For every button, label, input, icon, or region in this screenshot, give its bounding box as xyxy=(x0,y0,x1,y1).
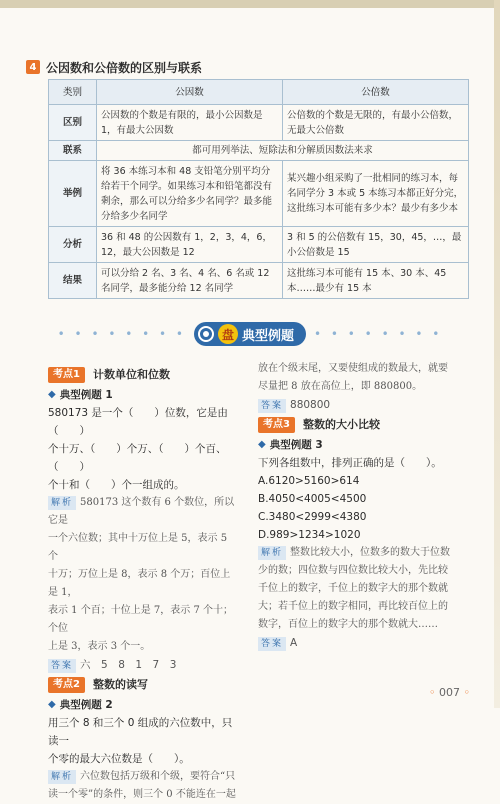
comparison-table xyxy=(48,79,469,299)
answer-text: 880800 xyxy=(290,399,331,411)
question-text xyxy=(48,404,238,494)
question-text xyxy=(48,714,238,768)
topic-tag: 考点1 xyxy=(48,367,85,383)
table-cell: 将 36 本练习本和 48 支铅笔分别平均分给若干个同学。如果练习本和铅笔都没有剩余，那么可以分给多少名同学？最多能分给多少名同学 xyxy=(97,161,283,227)
page-number-text: 007 xyxy=(439,686,460,699)
question-text: 下列各组数中，排列正确的是（ ）。 xyxy=(258,457,442,469)
solution-line: 六位数包括万级和个级，要符合“只 xyxy=(80,771,236,782)
example-title xyxy=(258,436,472,454)
row-label: 分析 xyxy=(49,227,97,263)
table-row xyxy=(49,263,469,299)
left-column xyxy=(48,364,238,804)
topic-title: 整数的读写 xyxy=(92,678,148,691)
target-icon xyxy=(198,326,214,342)
question-line: 个十万、（ ）个万、（ ）个百、（ ） xyxy=(48,443,227,473)
question-line: 用三个 8 和三个 0 组成的六位数中，只读一 xyxy=(48,717,233,747)
solution-tag: 解析 xyxy=(48,496,76,510)
topic-heading xyxy=(48,366,238,384)
question-line: 580173 是一个（ ）位数，它是由（ ） xyxy=(48,407,228,437)
table-cell: 公倍数的个数是无限的，有最小公倍数，无最大公倍数 xyxy=(283,105,469,141)
solution-line: 读一个零”的条件，则三个 0 不能连在一起 xyxy=(48,789,236,800)
option-d: D.989>1234>1020 xyxy=(258,529,361,541)
banner-dots-left: • • • • • • • • xyxy=(57,327,186,341)
row-label: 区别 xyxy=(49,105,97,141)
table-row xyxy=(49,161,469,227)
table-header-row xyxy=(49,80,469,105)
topic-heading xyxy=(48,676,238,694)
answer-tag: 答案 xyxy=(258,637,286,651)
solution-tag: 解析 xyxy=(258,546,286,560)
solution-tag: 解析 xyxy=(48,770,76,784)
example-title-text: 典型例题 3 xyxy=(269,439,323,451)
banner-dots-right: • • • • • • • • xyxy=(314,327,443,341)
section-banner xyxy=(0,320,500,348)
answer-text: A xyxy=(290,637,298,649)
answer-text: 六 5 8 1 7 3 xyxy=(80,659,177,671)
example-title-text: 典型例题 2 xyxy=(59,699,113,711)
solution-line: 千位上的数字，千位上的数字大的那个数就 xyxy=(258,583,448,594)
table-cell: 36 和 48 的公因数有 1，2，3，4，6，12，最大公因数是 12 xyxy=(97,227,283,263)
solution-continued xyxy=(258,360,472,396)
option-list xyxy=(258,472,472,544)
banner-badge: 盘 xyxy=(218,324,238,344)
page-edge xyxy=(494,0,500,708)
page-number: ◦ 007 ◦ xyxy=(429,686,470,699)
row-label: 结果 xyxy=(49,263,97,299)
topic-heading xyxy=(258,416,472,434)
topic-title: 整数的大小比较 xyxy=(302,418,380,431)
solution-line: 少的数；四位数与四位数比较大小，先比较 xyxy=(258,565,448,576)
topic-title: 计数单位和位数 xyxy=(92,368,170,381)
answer-tag: 答案 xyxy=(258,399,286,413)
option-b: B.4050<4005<4500 xyxy=(258,493,367,505)
answer-line xyxy=(258,396,472,414)
question-line: 个十和（ ）个一组成的。 xyxy=(48,479,185,491)
topic-tag: 考点3 xyxy=(258,417,295,433)
example-title-text: 典型例题 1 xyxy=(59,389,113,401)
section-heading xyxy=(26,58,202,76)
example-title xyxy=(48,386,238,404)
solution-line: 580173 这个数有 6 个数位，所以它是 xyxy=(48,497,235,526)
table-cell: 这批练习本可能有 15 本、30 本、45 本……最少有 15 本 xyxy=(283,263,469,299)
top-strip xyxy=(0,0,500,8)
question-line: 个零的最大六位数是（ ）。 xyxy=(48,753,190,765)
table-cell: 某兴趣小组采购了一批相同的练习本，每名同学分 3 本或 5 本练习本都正好分完，这批练习本可能有多少本？最少有多少本 xyxy=(283,161,469,227)
right-column xyxy=(258,360,472,652)
table-header-cell: 公因数 xyxy=(97,80,283,105)
row-label: 联系 xyxy=(49,141,97,161)
table-row xyxy=(49,141,469,161)
solution-line: 一个六位数；其中十万位上是 5，表示 5 个 xyxy=(48,533,228,562)
banner-pill xyxy=(194,322,306,346)
topic-tag: 考点2 xyxy=(48,677,85,693)
table-row xyxy=(49,105,469,141)
section-number: 4 xyxy=(26,60,40,74)
example-title xyxy=(48,696,238,714)
table-row xyxy=(49,227,469,263)
option-a: A.6120>5160>614 xyxy=(258,475,360,487)
table-cell: 都可用列举法、短除法和分解质因数法来求 xyxy=(97,141,469,161)
diamond-icon: ◆ xyxy=(258,439,266,450)
solution-text xyxy=(48,494,238,656)
table-header-cell: 公倍数 xyxy=(283,80,469,105)
solution-line: 表示 1 个百；十位上是 7，表示 7 个十；个位 xyxy=(48,605,233,634)
solution-line: 整数比较大小，位数多的数大于位数 xyxy=(290,547,451,558)
answer-line xyxy=(48,656,238,674)
option-c: C.3480<2999<4380 xyxy=(258,511,367,523)
row-label: 举例 xyxy=(49,161,97,227)
section-title: 公因数和公倍数的区别与联系 xyxy=(46,60,203,75)
solution-text xyxy=(48,768,238,804)
solution-line: 上是 3，表示 3 个一。 xyxy=(48,641,151,652)
solution-line: 大；若千位上的数字相同，再比较百位上的 xyxy=(258,601,448,612)
solution-line: 放在个级末尾，又要使组成的数最大，就要 xyxy=(258,363,448,374)
answer-tag: 答案 xyxy=(48,659,76,673)
solution-line: 数字，百位上的数字大的那个数就大…… xyxy=(258,619,438,630)
table-header-cell: 类别 xyxy=(49,80,97,105)
answer-line xyxy=(258,634,472,652)
diamond-icon: ◆ xyxy=(48,389,56,400)
solution-line: 尽量把 8 放在高位上，即 880800。 xyxy=(258,381,423,392)
diamond-icon: ◆ xyxy=(48,699,56,710)
table-cell: 公因数的个数是有限的，最小公因数是1，有最大公因数 xyxy=(97,105,283,141)
banner-title: 典型例题 xyxy=(241,328,294,344)
table-cell: 3 和 5 的公倍数有 15，30，45，…，最小公倍数是 15 xyxy=(283,227,469,263)
solution-text xyxy=(258,544,472,634)
table-cell: 可以分给 2 名、3 名、4 名、6 名或 12 名同学，最多能分给 12 名同学 xyxy=(97,263,283,299)
solution-line: 十万；万位上是 8，表示 8 个万；百位上是 1， xyxy=(48,569,231,598)
